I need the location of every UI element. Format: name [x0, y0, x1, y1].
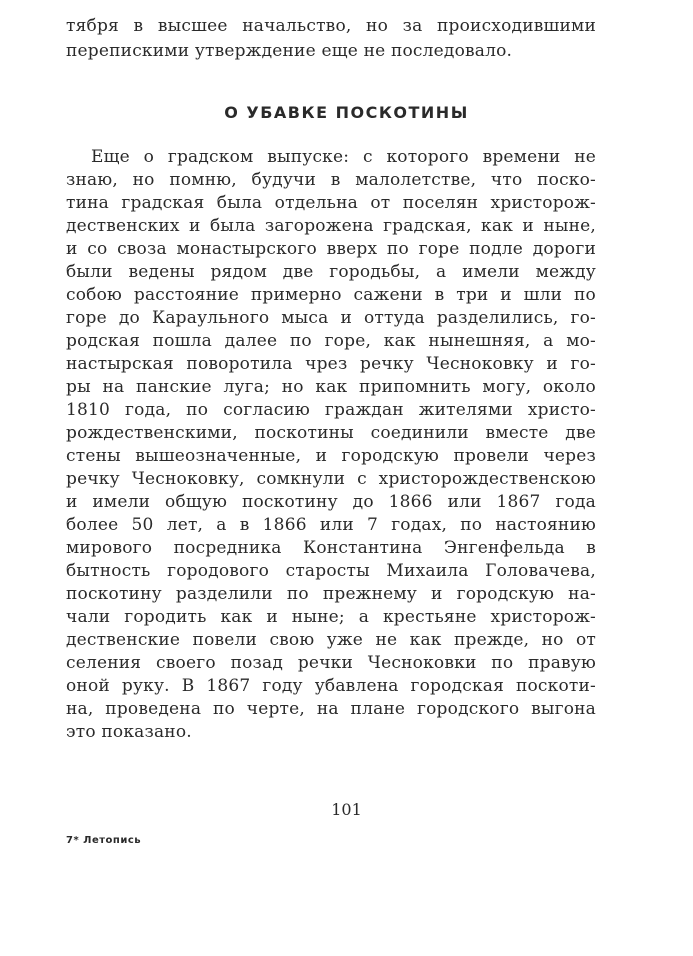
paragraph-line: и имели общую поскотину до 1866 или 1867 года: [66, 492, 596, 512]
paragraph-line: ры на панские луга; но как припомнить могу, около: [66, 377, 596, 397]
paragraph-line: на, проведена по черте, на плане городского выгона: [66, 699, 596, 719]
paragraph-line: знаю, но помню, будучи в малолетстве, что поско-: [66, 170, 596, 190]
text-line-top-2: перепискими утверждение еще не последовало.: [66, 41, 513, 61]
paragraph-line: горе до Караульного мыса и оттуда разделились, го-: [66, 308, 596, 328]
paragraph-line: Еще о градском выпуске: с которого времени не: [91, 147, 596, 167]
paragraph-line: рождественскими, поскотины соединили вместе две: [66, 423, 596, 443]
paragraph-line: дественских и была загорожена градская, как и ныне,: [66, 216, 596, 236]
paragraph-line: поскотину разделили по прежнему и городскую на-: [66, 584, 596, 604]
paragraph-line: это показано.: [66, 722, 192, 742]
paragraph-line: собою расстояние примерно сажени в три и шли по: [66, 285, 596, 305]
paragraph-line: настырская поворотила чрез речку Чесноковку и го-: [66, 354, 596, 374]
paragraph-line: оной руку. В 1867 году убавлена городская поскоти-: [66, 676, 596, 696]
text-line-top-1: тября в высшее начальство, но за происходившими: [66, 16, 596, 36]
paragraph-line: селения своего позад речки Чесноковки по правую: [66, 653, 596, 673]
paragraph-line: бытность городового старосты Михаила Головачева,: [66, 561, 596, 581]
paragraph-line: более 50 лет, а в 1866 или 7 годах, по настоянию: [66, 515, 596, 535]
paragraph-line: мирового посредника Константина Энгенфельда в: [66, 538, 596, 558]
page-number: 101: [331, 800, 362, 819]
paragraph-line: дественские повели свою уже не как прежде, но от: [66, 630, 596, 650]
signature-mark: 7* Летопись: [66, 835, 142, 846]
paragraph-line: стены вышеозначенные, и городскую провели через: [66, 446, 596, 466]
paragraph-line: родская пошла далее по горе, как нынешняя, а мо-: [66, 331, 596, 351]
paragraph-line: чали городить как и ныне; а крестьяне христорож-: [66, 607, 596, 627]
paragraph-line: и со своза монастырского вверх по горе подле дороги: [66, 239, 596, 259]
paragraph-line: речку Чесноковку, сомкнули с христорождественскою: [66, 469, 596, 489]
paragraph-line: тина градская была отдельна от поселян христорож-: [66, 193, 596, 213]
section-heading: О УБАВКЕ ПОСКОТИНЫ: [224, 103, 469, 122]
paragraph-line: 1810 года, по согласию граждан жителями христо-: [66, 400, 596, 420]
paragraph-line: были ведены рядом две городьбы, а имели между: [66, 262, 596, 282]
